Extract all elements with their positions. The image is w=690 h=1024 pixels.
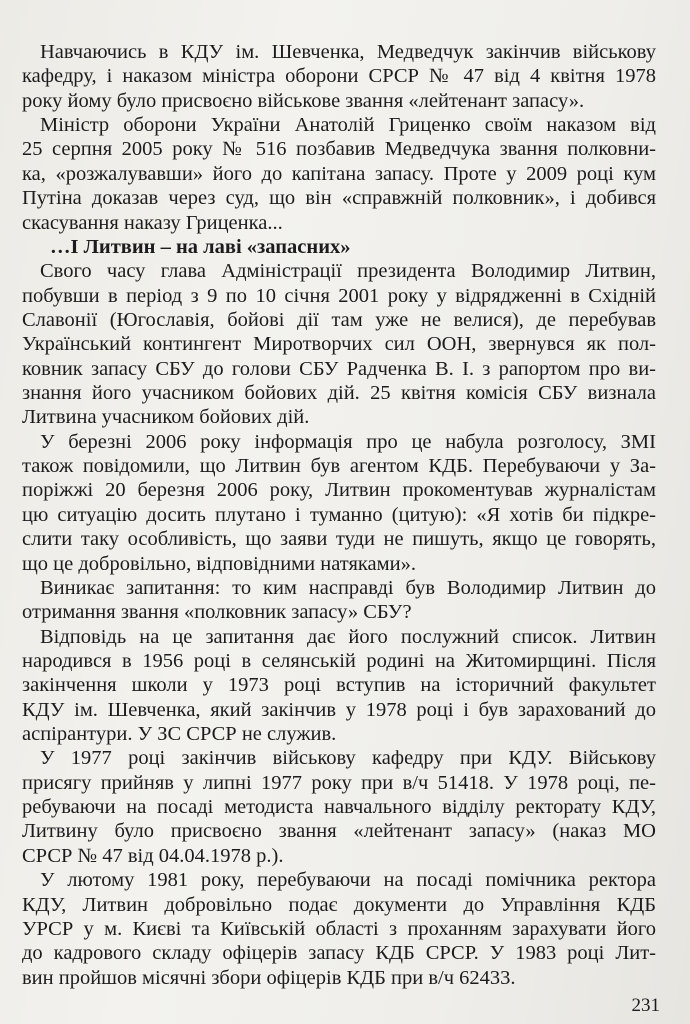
text-line: аспірантури. У ЗС СРСР не служив. [22,723,337,746]
text-line: КДУ, Литвин добровільно подає документи до Управління КДБ [22,893,656,916]
text-line: 25 серпня 2005 року № 516 позбавив Медведчука звання полковни- [22,138,656,161]
text-line: КДУ ім. Шевченка, який закінчив у 1978 році і був зарахований до [22,698,656,721]
text-line: У березні 2006 року інформація про це набула розголосу, ЗМІ [40,430,656,453]
text-line: поріжжі 20 березня 2006 року, Литвин прокоментував журналістам [22,479,656,502]
text-line: вин пройшов місячні збори офіцерів КДБ при в/ч 62433. [22,966,516,989]
text-line: Український контингент Миротворчих сил ООН, звернувся як пол- [22,333,656,356]
text-line: слити таку особливість, що заяви туди не пишуть, якщо це говорять, [22,528,656,551]
text-line: Відповідь на це запитання дає його послужний список. Литвин [40,625,656,648]
text-line: Литвину було присвоєно звання «лейтенант запасу» (наказ МО [22,820,656,843]
text-line: побувши в період з 9 по 10 січня 2001 року у відрядженні в Східній [22,284,656,307]
text-line: цю ситуацію досить плутано і туманно (цитую): «Я хотів би підкре- [22,503,656,526]
text-line: ребуваючи на посаді методиста навчального відділу ректорату КДУ, [22,796,656,819]
text-line: Виникає запитання: то ким насправді був Володимир Литвин до [40,576,656,599]
text-line: року йому було присвоєно військове звання «лейтенант запасу». [22,89,585,112]
text-line: також повідомили, що Литвин був агентом КДБ. Перебуваючи у За- [22,455,656,478]
text-line: ковник запасу СБУ до голови СБУ Радченка В. І. з рапортом про ви- [22,357,656,380]
text-line: скасування наказу Гриценка... [22,211,283,234]
text-line: Литвина учасником бойових дій. [22,406,310,429]
text-line: народився в 1956 році в селянській родині на Житомирщині. Після [22,649,656,672]
text-line: що це добровільно, відповідними натяками». [22,552,416,575]
text-line: У лютому 1981 року, перебуваючи на посаді помічника ректора [40,869,656,892]
page-number: 231 [631,995,660,1016]
text-line: кафедру, і наказом міністра оборони СРСР № 47 від 4 квітня 1978 [22,65,656,88]
text-line: Путіна доказав через суд, що він «справжній полковник», і добився [22,187,656,210]
text-line: Навчаючись в КДУ ім. Шевченка, Медведчук закінчив військову [40,41,656,63]
text-line: Міністр оборони України Анатолій Гриценко своїм наказом від [40,114,656,137]
text-line: УРСР у м. Києві та Київській області з проханням зарахувати його [22,917,656,940]
section-heading: …І Литвин – на лаві «запасних» [50,235,351,258]
text-line: знання його учасником бойових дій. 25 квітня комісія СБУ визнала [22,382,656,405]
text-line: СРСР № 47 від 04.04.1978 р.). [22,844,284,867]
text-line: закінчення школи у 1973 році вступив на історичний факультет [22,674,656,697]
text-line: до кадрового складу офіцерів запасу КДБ СРСР. У 1983 році Лит- [22,942,656,965]
text-line: отримання звання «полковник запасу» СБУ? [22,601,412,624]
text-line: Свого часу глава Адміністрації президента Володимир Литвин, [40,260,656,283]
text-line: У 1977 році закінчив військову кафедру при КДУ. Військову [40,747,656,770]
text-line: присягу прийняв у липні 1977 року при в/ч 51418. У 1978 році, пе- [22,771,656,794]
text-line: ка, «розжалувавши» його до капітана запасу. Проте у 2009 році кум [22,162,656,185]
text-line: Славонії (Югославія, бойові дії там уже не велися), де перебував [22,308,656,331]
